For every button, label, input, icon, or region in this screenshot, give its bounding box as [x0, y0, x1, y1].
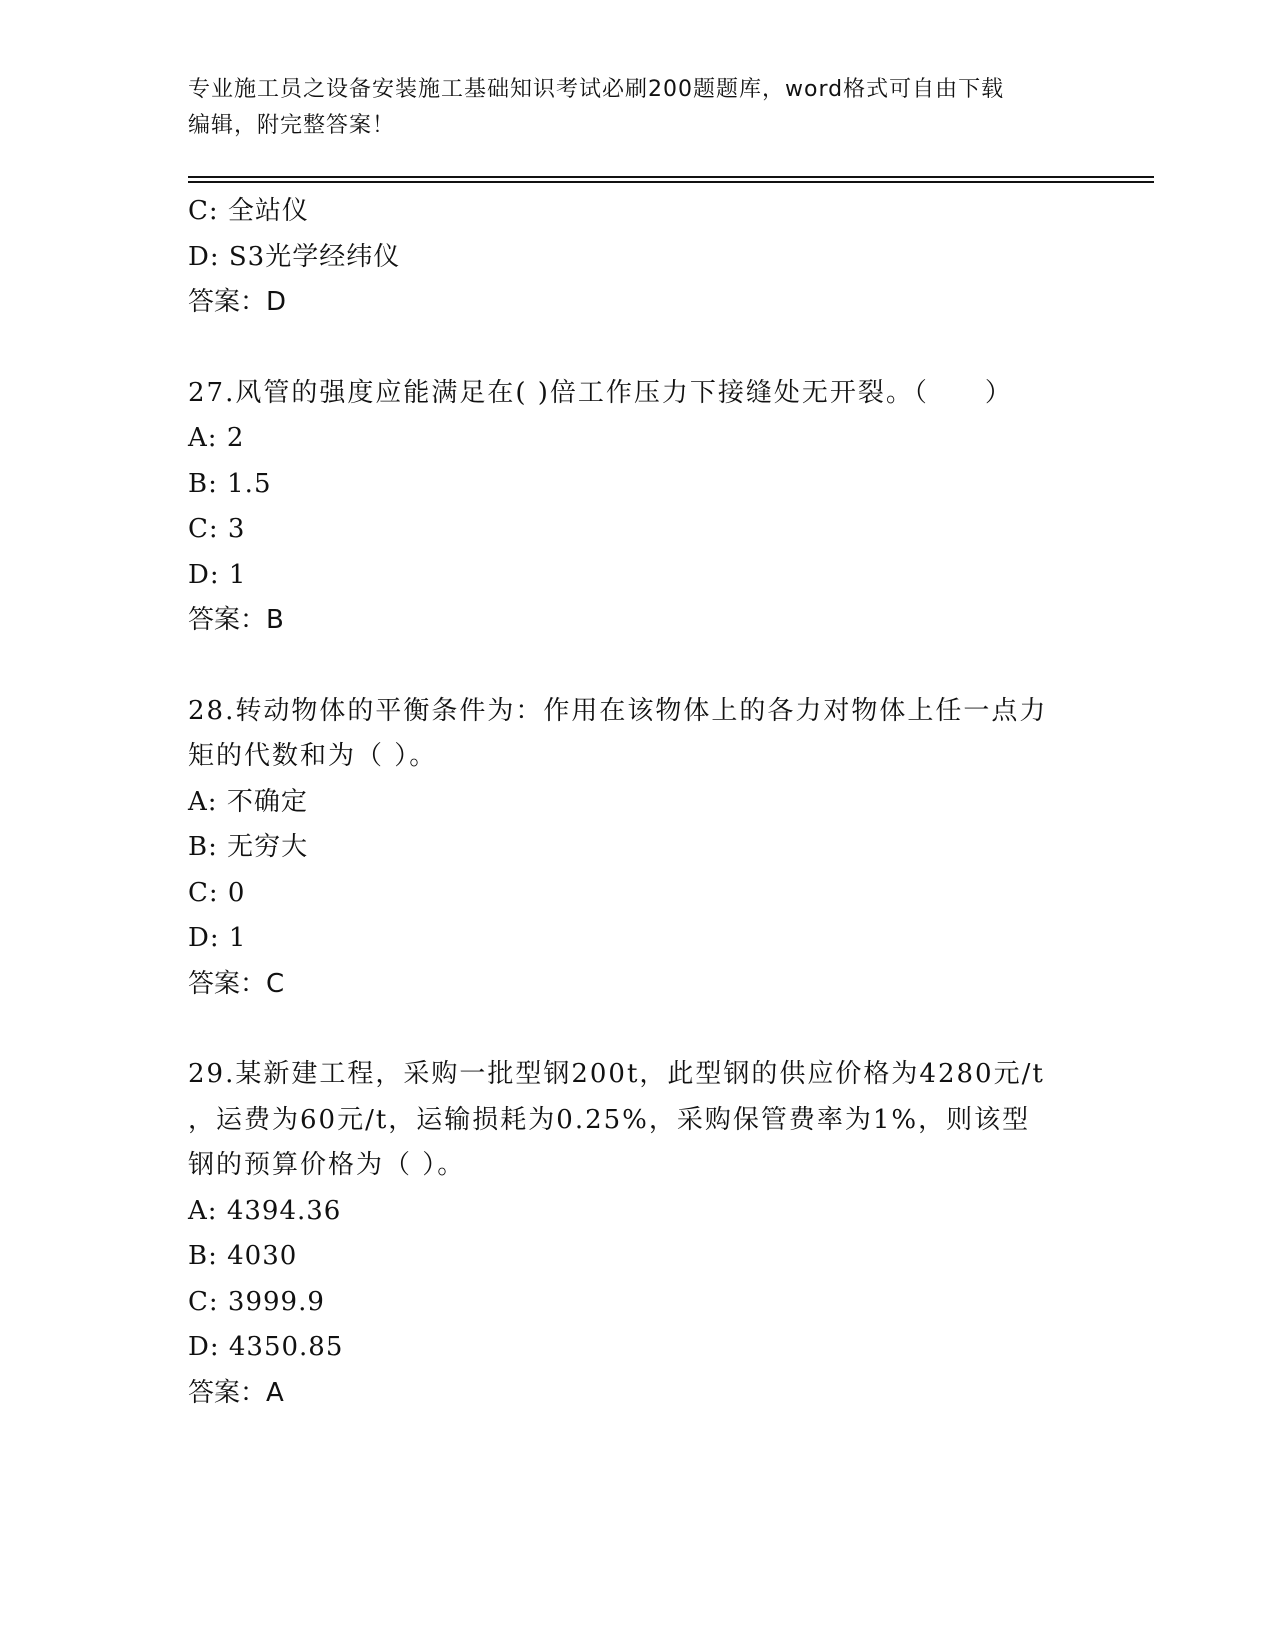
spacer	[188, 644, 1088, 689]
option-text: 1	[228, 923, 247, 953]
option-label: A:	[188, 423, 218, 453]
header-line-1: 专业施工员之设备安装施工基础知识考试必刷200题题库，word格式可自由下载	[188, 77, 1005, 102]
option-text: 无穷大	[227, 832, 309, 862]
question-27	[188, 371, 1088, 644]
option-b	[188, 1234, 1088, 1280]
option-d	[188, 553, 1088, 599]
option-text: 不确定	[226, 786, 308, 817]
option-text: 0	[227, 877, 246, 908]
question-stem-line: 钢的预算价格为（ ）。	[188, 1150, 466, 1180]
question-stem-line: 29.某新建工程，采购一批型钢200t，此型钢的供应价格为4280元/t	[188, 1059, 1045, 1089]
option-d	[188, 235, 1088, 281]
option-a	[188, 1189, 1088, 1235]
option-text: 4394.36	[226, 1195, 342, 1226]
option-label: D:	[188, 241, 220, 272]
option-text: 1.5	[227, 468, 272, 499]
header-divider-bottom	[188, 181, 1154, 183]
option-label: D:	[188, 1332, 220, 1362]
option-text: S3光学经纬仪	[228, 241, 401, 272]
option-label: D:	[188, 923, 220, 953]
option-b	[188, 462, 1088, 508]
question-list	[188, 189, 1088, 1416]
option-text: 4350.85	[228, 1332, 344, 1362]
option-text: 3	[227, 514, 246, 544]
option-label: A:	[188, 786, 218, 817]
spacer	[188, 1007, 1088, 1052]
option-c	[188, 189, 1088, 235]
question-stem	[188, 371, 1088, 417]
option-d	[188, 1325, 1088, 1371]
question-stem-line: ，运费为60元/t，运输损耗为0.25%，采购保管费率为1%，则该型	[188, 1104, 1031, 1135]
answer-line: 答案：A	[188, 1377, 284, 1408]
option-label: B:	[188, 468, 218, 499]
option-label: C:	[188, 877, 219, 908]
option-d	[188, 916, 1088, 962]
option-label: D:	[188, 559, 220, 590]
answer-line: 答案：C	[188, 968, 285, 999]
header-line-2: 编辑，附完整答案！	[188, 113, 396, 138]
question-stem	[188, 1052, 1088, 1189]
option-text: 1	[228, 559, 247, 590]
question-stem-line: 28.转动物体的平衡条件为：作用在该物体上的各力对物体上任一点力	[188, 695, 1048, 726]
question-29	[188, 1052, 1088, 1416]
spacer	[188, 326, 1088, 371]
prev-question-tail	[188, 189, 1088, 326]
option-text: 3999.9	[227, 1286, 325, 1317]
option-label: B:	[188, 832, 218, 862]
question-stem-line: 矩的代数和为（ ）。	[188, 741, 438, 771]
option-a	[188, 780, 1088, 826]
option-c	[188, 871, 1088, 917]
option-c	[188, 507, 1088, 553]
option-text: 全站仪	[227, 196, 309, 226]
answer-line: 答案：B	[188, 605, 284, 635]
document-header	[188, 72, 1068, 144]
option-label: B:	[188, 1241, 218, 1271]
option-text: 4030	[227, 1241, 298, 1271]
question-stem	[188, 689, 1088, 780]
option-a	[188, 416, 1088, 462]
option-text: 2	[226, 423, 245, 453]
option-label: C:	[188, 514, 219, 544]
question-stem-line: 27.风管的强度应能满足在( )倍工作压力下接缝处无开裂。（ ）	[188, 377, 1013, 408]
answer-line: 答案：D	[188, 287, 287, 317]
option-label: C:	[188, 1286, 219, 1317]
option-b	[188, 825, 1088, 871]
option-c	[188, 1280, 1088, 1326]
option-label: C:	[188, 196, 219, 226]
option-label: A:	[188, 1195, 218, 1226]
header-divider-top	[188, 176, 1154, 178]
question-28	[188, 689, 1088, 1008]
